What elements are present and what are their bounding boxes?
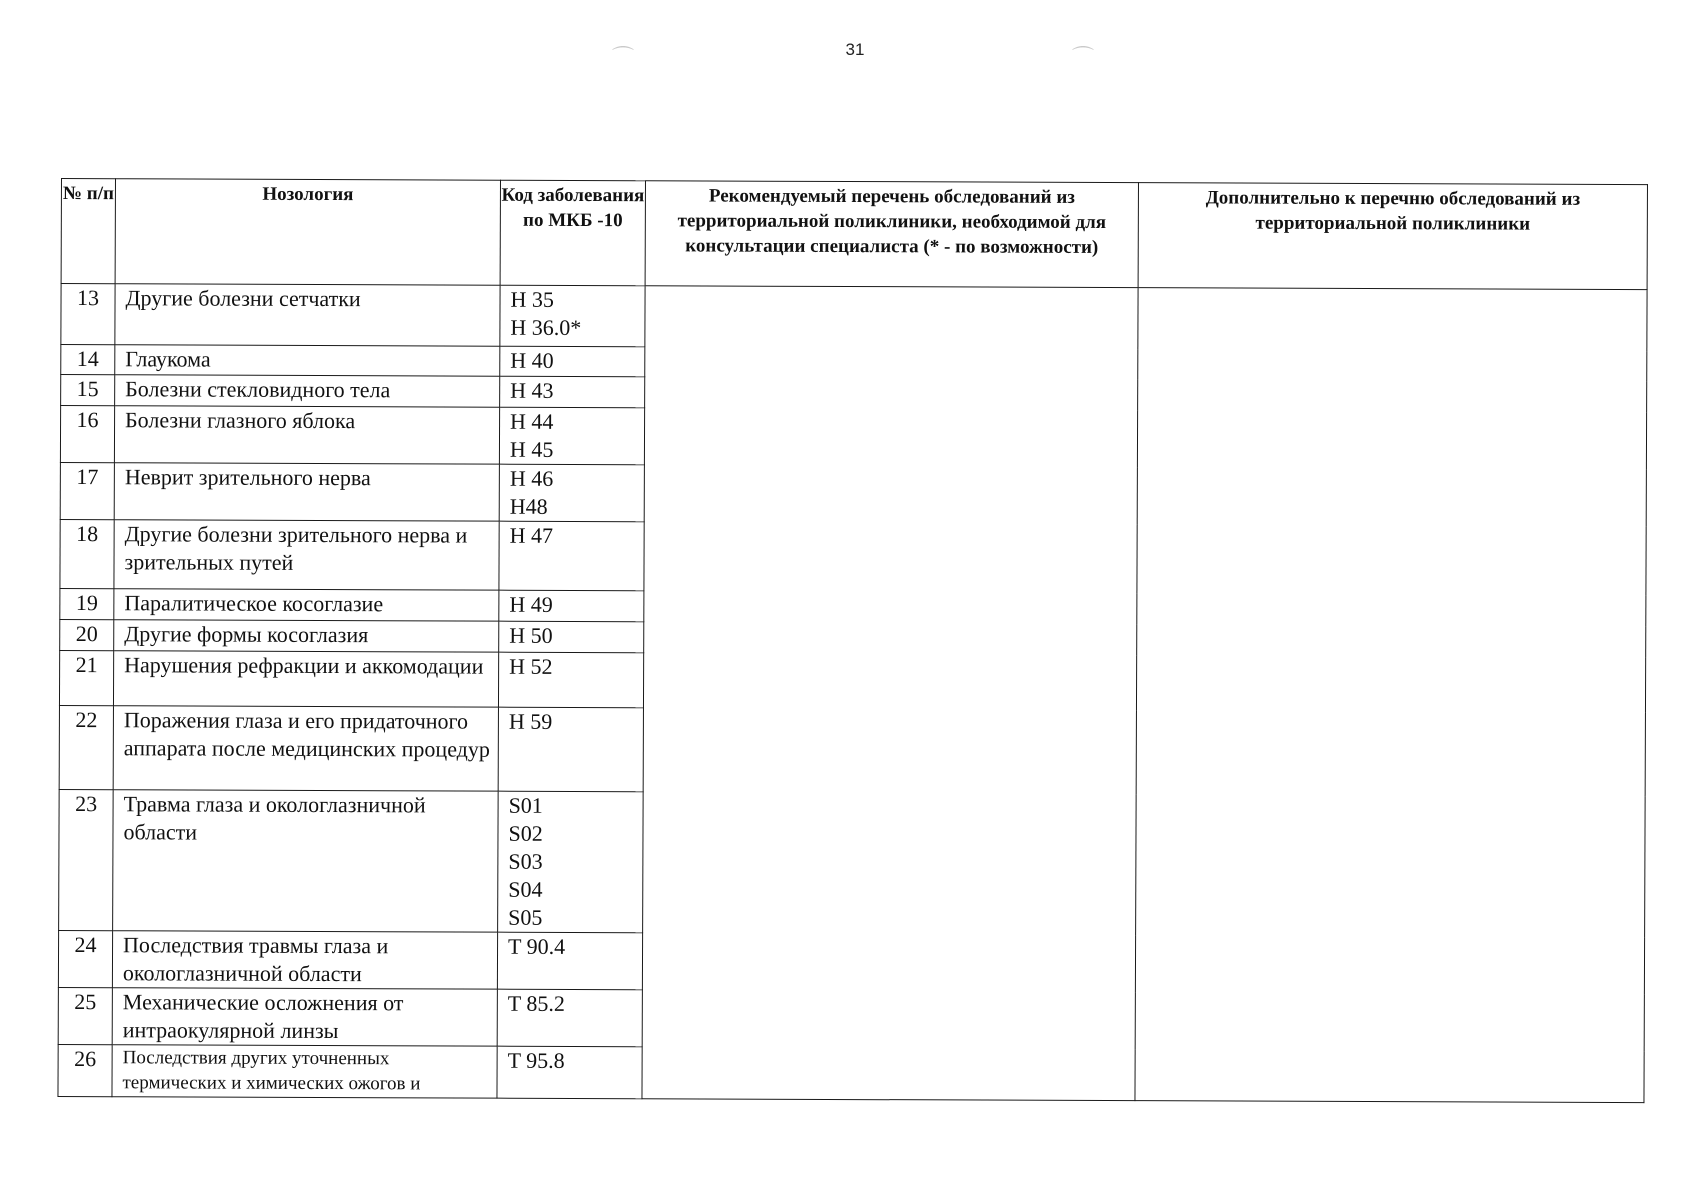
table-header-row bbox=[61, 179, 1647, 290]
nosology-cell: Неврит зрительного нерва bbox=[114, 463, 499, 521]
icd-code: H 49 bbox=[509, 591, 553, 617]
row-number: 17 bbox=[60, 462, 114, 519]
code-cell bbox=[498, 707, 643, 792]
row-number: 18 bbox=[60, 519, 114, 588]
code-cell bbox=[499, 521, 644, 591]
icd-code: H48 bbox=[509, 493, 548, 519]
row-number: 23 bbox=[59, 789, 114, 930]
icd-code: H 43 bbox=[510, 377, 554, 403]
row-number: 25 bbox=[58, 987, 112, 1044]
code-cell bbox=[499, 621, 644, 653]
nosology-cell: Последствия травмы глаза и окологлазничной области bbox=[112, 931, 497, 989]
icd-code: S03 bbox=[508, 848, 543, 874]
nosology-cell: Другие болезни зрительного нерва и зрительных путей bbox=[114, 520, 499, 590]
additional-exams-cell bbox=[1135, 288, 1647, 1103]
row-number: 13 bbox=[61, 284, 115, 345]
code-cell bbox=[499, 590, 644, 622]
icd-code: H 47 bbox=[509, 522, 554, 548]
row-number: 24 bbox=[58, 930, 112, 987]
header-nosology: Нозология bbox=[115, 179, 500, 285]
nosology-cell: Последствия других уточненных термических и химических ожогов и bbox=[112, 1045, 497, 1098]
icd-code: S05 bbox=[508, 904, 543, 930]
nosology-table bbox=[57, 178, 1648, 1103]
scan-artifact-right: ⌒ bbox=[1072, 46, 1095, 71]
row-number: 14 bbox=[61, 345, 115, 375]
icd-code: T 95.8 bbox=[507, 1047, 565, 1073]
nosology-cell: Поражения глаза и его придаточного аппарата после медицинских процедур bbox=[113, 706, 498, 791]
header-additional: Дополнительно к перечню обследований из территориальной поликлиники bbox=[1138, 183, 1647, 290]
nosology-cell: Болезни глазного яблока bbox=[114, 406, 499, 464]
icd-code: T 90.4 bbox=[508, 933, 566, 959]
code-cell bbox=[499, 464, 644, 522]
icd-code: S01 bbox=[508, 792, 543, 818]
row-number: 21 bbox=[59, 650, 113, 705]
icd-code: H 50 bbox=[509, 622, 553, 648]
icd-code: S02 bbox=[508, 820, 543, 846]
nosology-cell: Болезни стекловидного тела bbox=[115, 375, 500, 407]
recommended-exams-cell bbox=[642, 286, 1138, 1101]
icd-code: S04 bbox=[508, 876, 543, 902]
header-num: № п/п bbox=[61, 179, 115, 284]
code-cell bbox=[498, 791, 644, 933]
icd-code: H 35 bbox=[510, 286, 554, 312]
header-recommended: Рекомендуемый перечень обследований из территориальной поликлиники, необходимой для консультации специалиста (* - по возможности) bbox=[645, 181, 1138, 288]
page-number: 31 bbox=[845, 40, 865, 59]
icd-code: H 45 bbox=[509, 436, 554, 462]
code-cell bbox=[498, 652, 643, 708]
table-wrapper bbox=[57, 178, 1648, 1103]
nosology-cell: Механические осложнения от интраокулярной линзы bbox=[112, 988, 497, 1046]
icd-code: H 36.0* bbox=[510, 314, 582, 340]
code-cell bbox=[499, 407, 644, 465]
nosology-cell: Глаукома bbox=[115, 345, 500, 376]
code-cell bbox=[497, 1046, 642, 1099]
icd-code: H 46 bbox=[509, 465, 554, 491]
table-row bbox=[61, 284, 1647, 351]
code-cell bbox=[500, 376, 645, 408]
row-number: 19 bbox=[60, 588, 114, 619]
nosology-cell: Паралитическое косоглазие bbox=[114, 589, 499, 621]
icd-code: H 40 bbox=[510, 347, 554, 373]
row-number: 15 bbox=[61, 375, 115, 406]
nosology-cell: Травма глаза и окологлазничной области bbox=[113, 790, 499, 932]
header-code: Код заболевания по МКБ -10 bbox=[500, 180, 645, 286]
icd-code: T 85.2 bbox=[507, 990, 565, 1016]
row-number: 22 bbox=[59, 705, 113, 789]
row-number: 16 bbox=[60, 406, 114, 463]
code-cell bbox=[500, 285, 645, 347]
code-cell bbox=[500, 346, 645, 377]
nosology-cell: Другие формы косоглазия bbox=[114, 620, 499, 652]
icd-code: H 52 bbox=[509, 653, 553, 679]
icd-code: H 44 bbox=[510, 408, 554, 434]
nosology-cell: Другие болезни сетчатки bbox=[115, 284, 500, 346]
row-number: 26 bbox=[58, 1044, 112, 1096]
code-cell bbox=[497, 989, 642, 1047]
icd-code: H 59 bbox=[508, 708, 553, 734]
scan-artifact-left: ⌒ bbox=[612, 46, 635, 71]
row-number: 20 bbox=[60, 619, 114, 650]
code-cell bbox=[497, 932, 642, 990]
nosology-cell: Нарушения рефракции и аккомодации bbox=[113, 651, 498, 707]
